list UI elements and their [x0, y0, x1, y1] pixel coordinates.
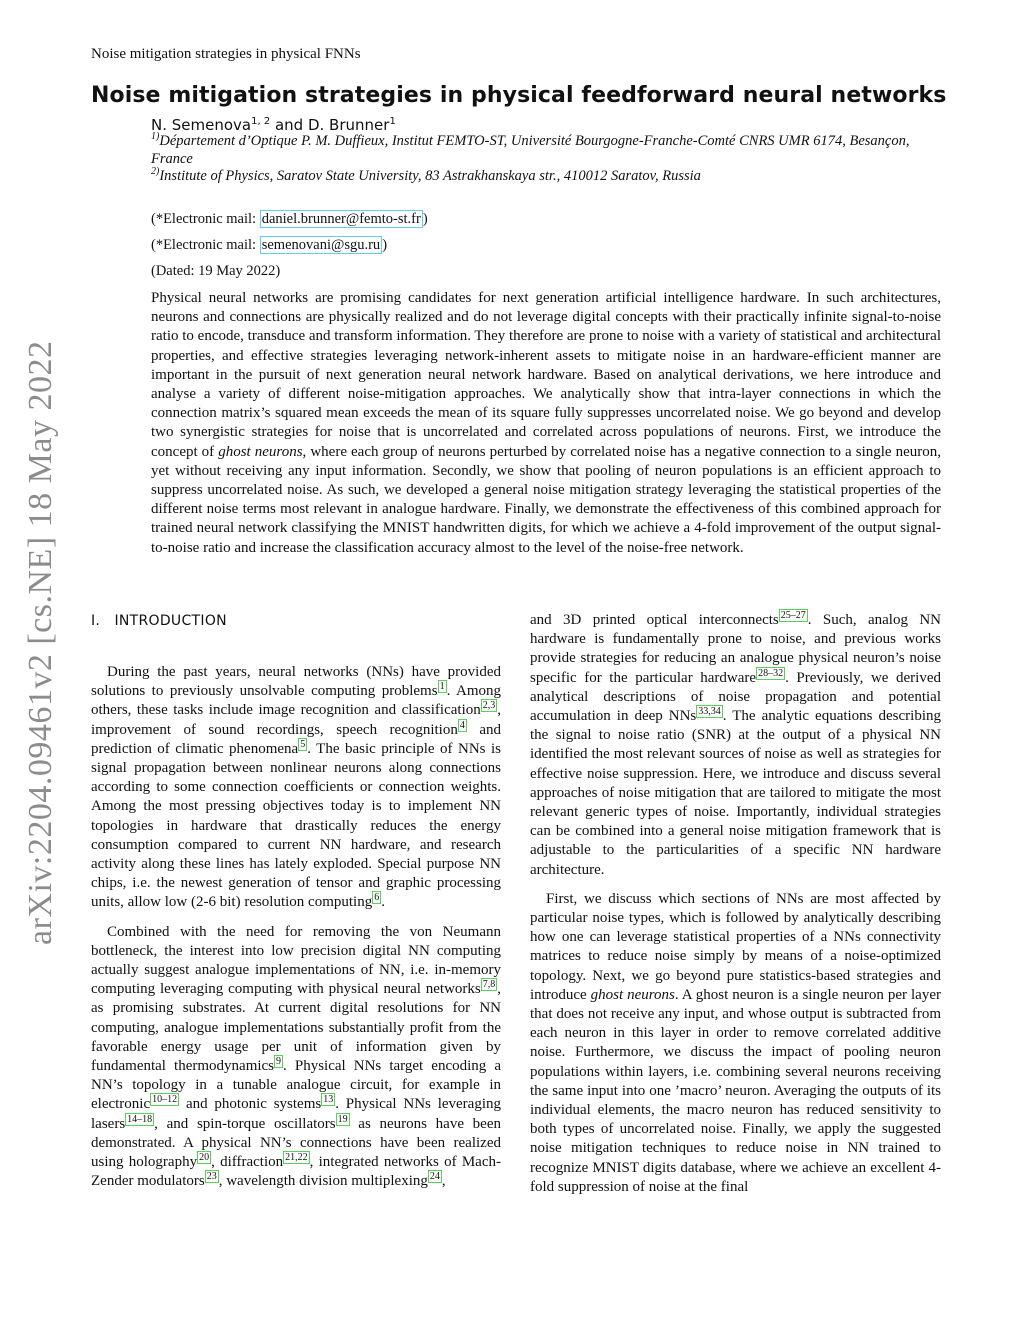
- citation-link[interactable]: 5: [300, 738, 306, 750]
- text-run: , diffraction: [211, 1154, 284, 1171]
- affiliation: [151, 133, 951, 168]
- author-joiner: and: [270, 116, 308, 134]
- citation-link[interactable]: 21,22: [285, 1152, 308, 1164]
- text-run: Combined with the need for removing the von Neumann bottleneck, the interest into low precision digital NN computing actually suggest analogue implementations of NN, i.e. in-memory computing leveraging computing with physical neural networks: [91, 923, 501, 998]
- email-line: [151, 211, 428, 228]
- text-run: First, we discuss which sections of NNs are most affected by particular noise types, which is followed by analytically describing how one can leverage statistical properties of a NNs connectivity matrices to reduce noise simply by means of a noise-optimized topology. Next, we go beyond pure statistics-based strategies and introduce: [530, 890, 941, 1003]
- paragraph: [91, 923, 501, 1192]
- paragraph: [91, 663, 501, 913]
- email-close: ): [422, 211, 428, 227]
- affiliation-text: Département d’Optique P. M. Duffieux, Institut FEMTO-ST, Université Bourgogne-Franche-Comté CNRS UMR 6174, Besançon, France: [151, 133, 910, 167]
- text-run: During the past years, neural networks (NNs) have provided solutions to previously unsolvable computing problems: [91, 664, 501, 700]
- abstract-emphasis: ghost neurons: [218, 443, 303, 460]
- paper-title: Noise mitigation strategies in physical feedforward neural networks: [91, 83, 947, 108]
- text-run: as neurons have been demonstrated. A physical NN’s connections have been realized using holography: [91, 1115, 501, 1171]
- text-run: . Such, analog NN hardware is fundamentally prone to noise, and previous works provide strategies for reducing an analogue physical neuron’s noise specific for the particular hardware: [530, 612, 942, 686]
- abstract-text: Physical neural networks are promising candidates for next generation artificial intelligence hardware. In such architectures, neurons and connections are physically realized and do not leverage digital concepts with their practically infinite signal-to-noise ratio to encode, transduce and transform information. They therefore are prone to noise with a variety of statistical and architectural properties, and effective strategies leveraging network-inherent assets to mitigate noise in an hardware-efficient manner are important in the pursuit of next generation neural network hardware. Based on analytical derivations, we here introduce and analyse a variety of different noise-mitigation approaches. We analytically show that intra-layer connections in which the connection matrix’s squared mean exceeds the mean of its square fully suppresses uncorrelated noise. We go beyond and develop two synergistic strategies for noise that is uncorrelated and correlated across populations of neurons. First, we introduce the concept of: [151, 290, 941, 460]
- email-link[interactable]: daniel.brunner@femto-st.fr: [261, 211, 421, 227]
- citation-link[interactable]: 1: [439, 681, 445, 693]
- email-close: ): [382, 237, 388, 253]
- author-affil-mark: 1: [389, 116, 396, 127]
- text-run: and prediction of climatic phenomena: [91, 721, 501, 757]
- citation-link[interactable]: 25–27: [780, 610, 806, 621]
- citation-link[interactable]: 2,3: [482, 700, 496, 712]
- citation-link[interactable]: 14–18: [127, 1113, 153, 1125]
- author-name: N. Semenova: [151, 116, 252, 134]
- author-name: D. Brunner: [307, 116, 390, 134]
- text-run: .: [381, 894, 385, 911]
- citation-link[interactable]: 20: [199, 1152, 210, 1164]
- affiliation-mark: 1): [151, 131, 160, 143]
- citation-link[interactable]: 33,34: [698, 706, 721, 718]
- text-run: . Physical NNs leveraging lasers: [91, 1096, 501, 1132]
- dated-line: (Dated: 19 May 2022): [151, 263, 281, 279]
- text-run: . Among others, these tasks include image recognition and classification: [91, 683, 501, 719]
- citation-link[interactable]: 13: [323, 1094, 334, 1106]
- author-list: [151, 116, 396, 134]
- emphasis: ghost neurons: [590, 986, 675, 1003]
- citation-link[interactable]: 6: [374, 892, 380, 904]
- arxiv-identifier-stamp: arXiv:2204.09461v2 [cs.NE] 18 May 2022: [22, 340, 59, 945]
- citation-link[interactable]: 24: [429, 1171, 440, 1183]
- citation-link[interactable]: 4: [459, 719, 465, 731]
- right-column: [530, 611, 941, 1207]
- section-heading: [91, 611, 501, 631]
- text-run: . The analytic equations describing the signal to noise ratio (SNR) at the output of a physical NN identified the most relevant sources of noise as well as strategies for effective noise suppression. Here, we introduce and discuss several approaches of noise mitigation that are tailored to mitigate the most relevant generic types of noise. Importantly, individual strategies can be combined into a general noise mitigation framework that is adjustable to the particularities of a specific NN hardware architecture.: [530, 708, 942, 878]
- citation-link[interactable]: 10–12: [152, 1094, 178, 1106]
- text-run: , improvement of sound recordings, speech recognition: [91, 702, 501, 738]
- text-run: and photonic systems: [179, 1096, 322, 1113]
- running-head: Noise mitigation strategies in physical FNNs: [91, 46, 361, 62]
- left-column: [91, 611, 501, 1201]
- affiliation-text: Institute of Physics, Saratov State University, 83 Astrakhanskaya str., 410012 Saratov, Russia: [159, 168, 701, 184]
- affiliation: [151, 168, 951, 186]
- section-title: INTRODUCTION: [114, 613, 227, 629]
- section-number: I.: [91, 613, 101, 629]
- text-run: . Previously, we derived analytical descriptions of noise propagation and potential accumulation in deep NNs: [530, 669, 942, 725]
- text-run: . A ghost neuron is a single neuron per layer that does not receive any input, and whose output is subtracted from each neuron in this layer in order to remove correlated additive noise. Furthermore, we discuss the impact of pooling neuron populations within layers, i.e. combining several neurons receiving the same input into one ’macro’ neuron. Averaging the outputs of its individual elements, the macro neuron has reduced sensitivity to both types of uncorrelated noise. Finally, we apply the suggested noise mitigation techniques to reduce noise in NN trained to recognize MNIST digits database, where we achieve an excellent 4-fold suppression of noise at the final: [530, 986, 941, 1195]
- text-run: , as promising substrates. At current digital resolutions for NN computing, analogue implementations substantially profit from the favorable energy usage per unit of information given by fundamental thermodynamics: [91, 981, 501, 1075]
- text-run: . The basic principle of NNs is signal propagation between nonlinear neurons along connections according to some connection coefficients or connection weights. Among the most pressing objectives today is to implement NN topologies in hardware that drastically reduces the energy consumption compared to current NN hardware, and research activity along these lines has lately exploded. Special purpose NN chips, i.e. the newest generation of tensor and graphic processing units, allow low (2-6 bit) resolution computing: [91, 740, 502, 911]
- email-label: (*Electronic mail:: [151, 237, 260, 253]
- abstract-text: , where each group of neurons perturbed by correlated noise has a negative connection to a single neuron, yet without receiving any input information. Secondly, we show that pooling of neuron populations is an efficient approach to suppress uncorrelated noise. As such, we developed a general noise mitigation strategy leveraging the statistical properties of the different noise terms most relevant in analogue hardware. Finally, we demonstrate the effectiveness of this combined approach for trained neural network classifying the MNIST handwritten digits, for which we achieve a 4-fold improvement of the output signal-to-noise ratio and increase the classification accuracy almost to the level of the noise-free network.: [151, 443, 942, 556]
- email-label: (*Electronic mail:: [151, 211, 260, 227]
- citation-link[interactable]: 28–32: [758, 667, 784, 679]
- citation-link[interactable]: 7,8: [482, 979, 496, 991]
- text-run: , and spin-torque oscillators: [154, 1115, 336, 1132]
- email-link[interactable]: semenovani@sgu.ru: [261, 237, 381, 253]
- text-run: , wavelength division multiplexing: [218, 1173, 428, 1190]
- paragraph: [530, 890, 941, 1197]
- paragraph: [530, 611, 941, 880]
- citation-link[interactable]: 19: [337, 1113, 348, 1125]
- citation-link[interactable]: 23: [206, 1171, 217, 1183]
- email-line: [151, 237, 387, 254]
- text-run: ,: [441, 1173, 446, 1190]
- text-run: , integrated networks of Mach-Zender modulators: [91, 1154, 501, 1190]
- abstract: [151, 289, 941, 558]
- affiliation-mark: 2): [151, 166, 160, 178]
- text-run: and 3D printed optical interconnects: [530, 612, 779, 628]
- citation-link[interactable]: 9: [276, 1056, 282, 1068]
- author-affil-mark: 1, 2: [251, 116, 271, 127]
- text-run: . Physical NNs target encoding a NN’s topology in a tunable analogue circuit, for example in electronic: [91, 1058, 501, 1113]
